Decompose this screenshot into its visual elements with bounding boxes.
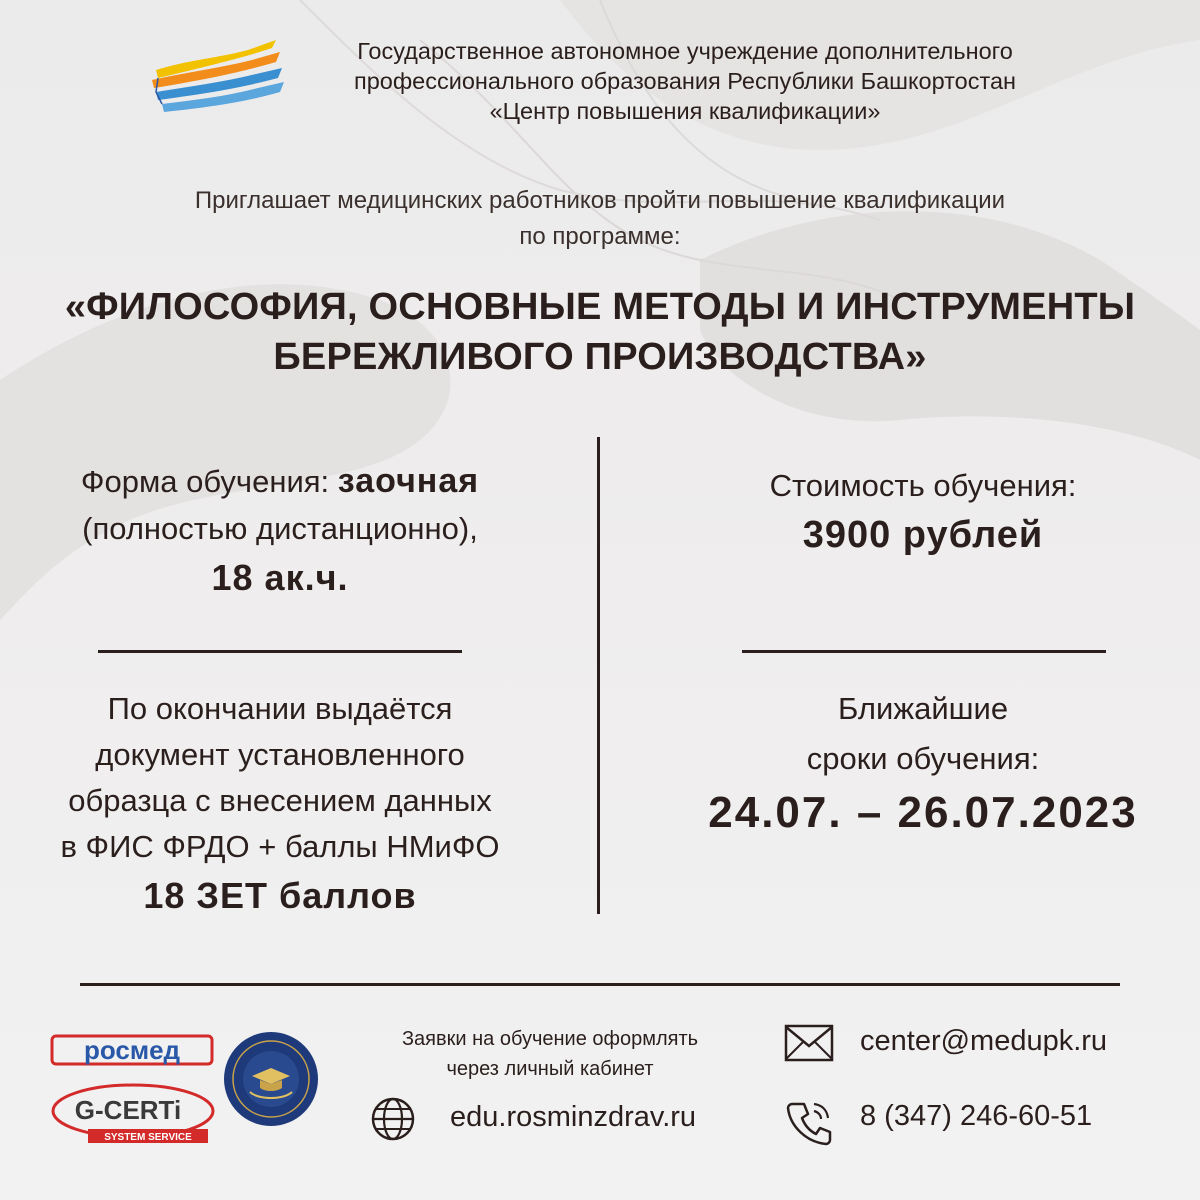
- envelope-icon: [784, 1024, 834, 1062]
- cost-block: [673, 462, 1173, 561]
- rosmed-logo: [48, 1030, 218, 1070]
- email-link[interactable]: center@medupk.ru: [860, 1025, 1108, 1057]
- dates-label-line: Ближайшие: [837, 691, 1009, 726]
- program-title-line: «ФИЛОСОФИЯ, ОСНОВНЫЕ МЕТОДЫ И ИНСТРУМЕНТЫ: [64, 286, 1136, 328]
- book-logo-icon: [148, 30, 288, 120]
- study-form-line: [30, 458, 530, 505]
- org-line: Государственное автономное учреждение дополнительного: [357, 38, 1013, 64]
- footer-divider: [80, 983, 1120, 986]
- apply-line: через личный кабинет: [446, 1058, 654, 1080]
- apply-info: [340, 1024, 760, 1084]
- document-line: документ установленного: [95, 737, 465, 772]
- program-title-line: БЕРЕЖЛИВОГО ПРОИЗВОДСТВА»: [273, 336, 927, 378]
- study-form-note: (полностью дистанционно),: [82, 511, 478, 546]
- globe-icon: [370, 1096, 416, 1142]
- study-form-label: Форма обучения:: [80, 464, 338, 499]
- cost-value: 3900 рублей: [802, 514, 1044, 556]
- seal-logo: [222, 1030, 320, 1128]
- study-form-value: заочная: [337, 462, 480, 500]
- phone-icon: [786, 1098, 834, 1146]
- invite-line: Приглашает медицинских работников пройти повышение квалификации: [194, 187, 1006, 214]
- gcert-sub-text: SYSTEM SERVICE: [104, 1132, 192, 1143]
- left-divider: [98, 650, 462, 653]
- org-line: профессионального образования Республики Башкортостан: [353, 68, 1017, 94]
- org-line: «Центр повышения квалификации»: [489, 98, 881, 124]
- document-block: [30, 686, 530, 922]
- document-line: в ФИС ФРДО + баллы НМиФО: [60, 829, 500, 864]
- rosmed-text: росмед: [83, 1035, 181, 1065]
- document-line: образца с внесением данных: [68, 783, 492, 818]
- study-hours: 18 ак.ч.: [211, 557, 349, 598]
- cost-label: Стоимость обучения:: [769, 468, 1077, 503]
- invitation-text: [0, 183, 1200, 255]
- document-line: По окончании выдаётся: [107, 691, 453, 726]
- gcert-logo: [48, 1083, 218, 1145]
- gcert-text: G-CERTi: [74, 1095, 182, 1125]
- dates-value: 24.07. – 26.07.2023: [708, 788, 1138, 837]
- organization-name: [300, 36, 1070, 126]
- dates-label-line: сроки обучения:: [806, 741, 1040, 776]
- right-divider: [742, 650, 1106, 653]
- document-points: 18 ЗЕТ баллов: [143, 875, 417, 916]
- apply-line: Заявки на обучение оформлять: [401, 1028, 699, 1050]
- study-form-block: [30, 458, 530, 604]
- program-title: [0, 282, 1200, 382]
- invite-line: по программе:: [519, 223, 681, 250]
- phone-number[interactable]: 8 (347) 246-60-51: [860, 1100, 1093, 1132]
- dates-block: [673, 684, 1173, 842]
- vertical-divider: [597, 437, 600, 914]
- website-link[interactable]: edu.rosminzdrav.ru: [450, 1101, 697, 1133]
